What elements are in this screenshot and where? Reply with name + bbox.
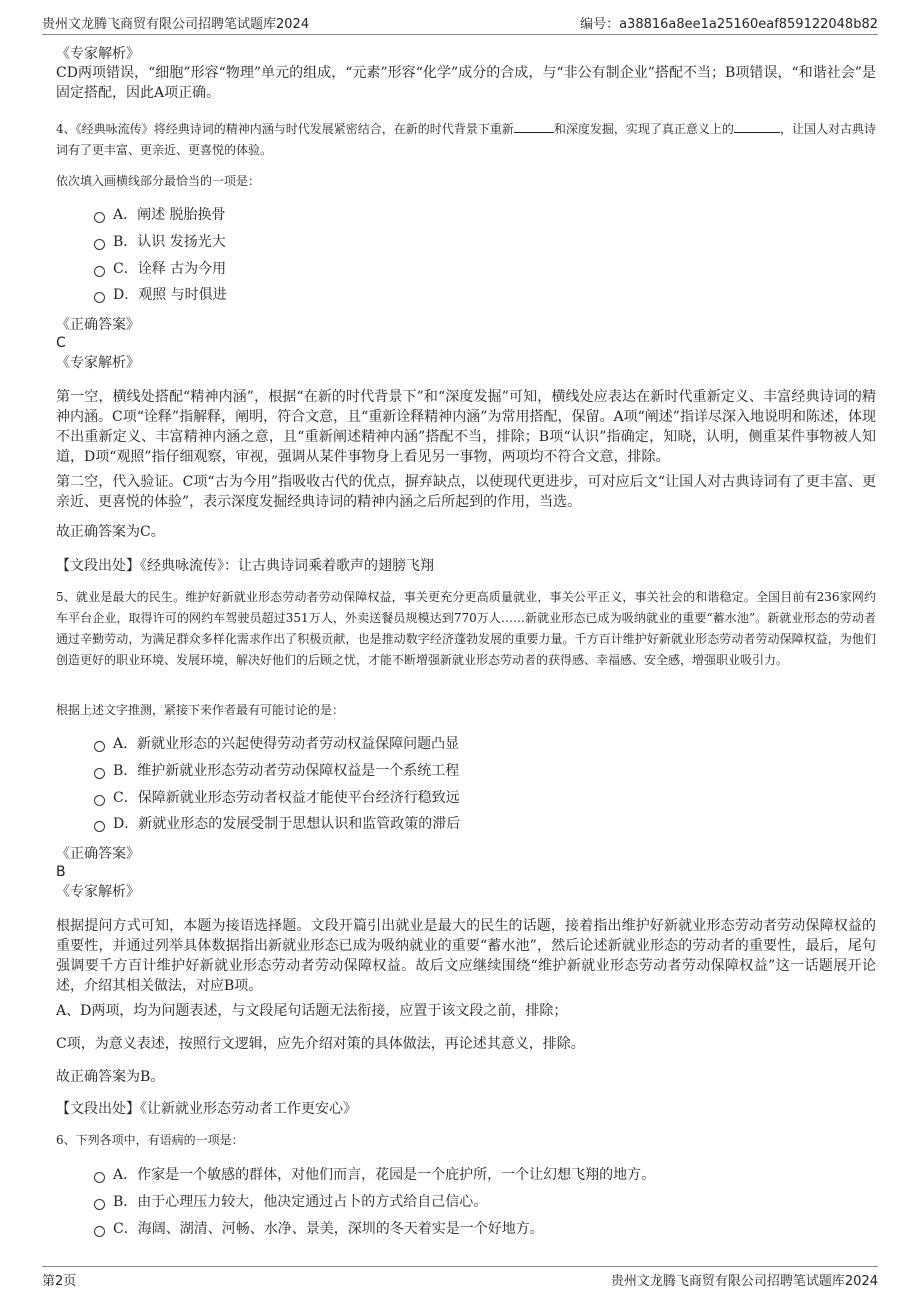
analysis-paragraph-2: A、D两项，均为问题表述，与文段尾句话题无法衔接，应置于该文段之前，排除；: [56, 1003, 568, 1019]
radio-icon[interactable]: [94, 1226, 105, 1237]
analysis-label: 《专家解析》: [56, 355, 140, 371]
question-4-prompt: 依次填入画横线部分最恰当的一项是：: [56, 174, 261, 188]
analysis-label: 《专家解析》: [56, 46, 140, 62]
question-4-option-d[interactable]: D．观照 与时俱进: [94, 286, 227, 304]
page-header: [42, 10, 878, 35]
blank-2: [734, 120, 780, 133]
analysis-paragraph-3: C项，为意义表述，按照行文逻辑，应先介绍对策的具体做法，再论述其意义，排除。: [56, 1036, 585, 1052]
page-number: 第2页: [42, 1274, 77, 1289]
radio-icon[interactable]: [94, 292, 105, 303]
radio-icon[interactable]: [94, 1172, 105, 1183]
question-5-option-d[interactable]: D．新就业形态的发展受制于思想认识和监管政策的滞后: [94, 815, 460, 833]
question-6-option-b[interactable]: B．由于心理压力较大，他决定通过占卜的方式给自己信心。: [94, 1193, 487, 1211]
source: 【文段出处】《经典咏流传》：让古典诗词乘着歌声的翅膀飞翔: [56, 558, 434, 574]
radio-icon[interactable]: [94, 239, 105, 250]
header-title: 贵州文龙腾飞商贸有限公司招聘笔试题库2024: [42, 17, 310, 32]
radio-icon[interactable]: [94, 821, 105, 832]
question-5-stem: 5、就业是最大的民生。维护好新就业形态劳动者劳动保障权益，事关更充分更高质量就业，事关公平正义，事关社会的和谐稳定。全国目前有236家网约车平台企业，取得许可的网约车驾驶员超过351万人，外卖送餐员规模达到770万人……新就业形态已成为吸纳就业的重要“蓄水池”。新就业形态的劳动者通过辛勤劳动，为满足群众多样化需求作出了积极贡献，也是推动数字经济蓬勃发展的重要力量。千方百计维护好新就业形态劳动者劳动保障权益，为他们创造更好的职业环境、发展环境，解决好他们的后顾之忧，才能不断增强新就业形态劳动者的获得感、幸福感、安全感，增强职业吸引力。: [56, 590, 876, 667]
radio-icon[interactable]: [94, 266, 105, 277]
answer-value: B: [56, 864, 66, 880]
question-4-option-c[interactable]: C．诠释 古为今用: [94, 260, 226, 278]
blank-1: [514, 120, 554, 133]
analysis-paragraph-2: 第二空，代入验证。C项“古为今用”指吸收古代的优点，摒弃缺点，以使现代更进步，可对应后文“让国人对古典诗词有了更丰富、更亲近、更喜悦的体验”，表示深度发掘经典诗词的精神内涵之后所起到的作用，当选。: [56, 474, 876, 510]
analysis-paragraph-1: 根据提问方式可知，本题为接语选择题。文段开篇引出就业是最大的民生的话题，接着指出维护好新就业形态劳动者劳动保障权益的重要性，并通过列举具体数据指出新就业形态已成为吸纳就业的重要“蓄水池”，然后论述新就业形态的劳动者的重要性，最后，尾句强调要千方百计维护好新就业形态劳动者劳动保障权益。故后文应继续围绕“维护新就业形态劳动者劳动保障权益”这一话题展开论述，介绍其相关做法，对应B项。: [56, 918, 876, 994]
question-5-prompt: 根据上述文字推测，紧接下来作者最有可能讨论的是：: [56, 703, 345, 717]
header-doc-id: 编号：a38816a8ee1a25160eaf859122048b82: [580, 17, 878, 32]
question-6-option-c[interactable]: C．海阔、湖清、河畅、水净、景美，深圳的冬天着实是一个好地方。: [94, 1220, 544, 1238]
radio-icon[interactable]: [94, 1199, 105, 1210]
question-6-stem: 6、下列各项中，有语病的一项是：: [56, 1133, 244, 1147]
analysis-label: 《专家解析》: [56, 884, 140, 900]
radio-icon[interactable]: [94, 212, 105, 223]
question-5-option-b[interactable]: B．维护新就业形态劳动者劳动保障权益是一个系统工程: [94, 762, 459, 780]
question-4-option-b[interactable]: B．认识 发扬光大: [94, 233, 226, 251]
question-4-option-a[interactable]: A．阐述 脱胎换骨: [94, 206, 226, 224]
question-5-option-a[interactable]: A．新就业形态的兴起使得劳动者劳动权益保障问题凸显: [94, 735, 459, 753]
radio-icon[interactable]: [94, 795, 105, 806]
question-5-option-c[interactable]: C．保障新就业形态劳动者权益才能使平台经济行稳致远: [94, 789, 460, 807]
radio-icon[interactable]: [94, 741, 105, 752]
answer-label: 《正确答案》: [56, 317, 140, 333]
conclusion: 故正确答案为C。: [56, 524, 165, 540]
conclusion: 故正确答案为B。: [56, 1069, 165, 1085]
question-6-option-a[interactable]: A．作家是一个敏感的群体，对他们而言，花园是一个庇护所，一个让幻想飞翔的地方。: [94, 1166, 655, 1184]
radio-icon[interactable]: [94, 768, 105, 779]
page-footer: [42, 1266, 878, 1292]
source: 【文段出处】《让新就业形态劳动者工作更安心》: [56, 1101, 357, 1117]
answer-value: C: [56, 335, 66, 351]
answer-label: 《正确答案》: [56, 846, 140, 862]
question-4-stem: 4、《经典咏流传》将经典诗词的精神内涵与时代发展紧密结合，在新的时代背景下重新 和深度发掘，实现了真正意义上的 ，让国人对古典诗词有了更丰富、更亲近、更喜悦的体验。: [56, 122, 876, 157]
analysis-text: CD两项错误，“细胞”形容“物理”单元的组成，“元素”形容“化学”成分的合成，与“非公有制企业”搭配不当；B项错误，“和谐社会”是固定搭配，因此A项正确。: [56, 65, 876, 101]
analysis-paragraph-1: 第一空，横线处搭配“精神内涵”，根据“在新的时代背景下”和“深度发掘”可知，横线处应表达在新时代重新定义、丰富经典诗词的精神内涵。C项“诠释”指解释，阐明，符合文意，且“重新诠释精神内涵”为常用搭配，保留。A项“阐述”指详尽深入地说明和陈述，体现不出重新定义、丰富精神内涵之意，且“重新阐述精神内涵”搭配不当，排除；B项“认识”指确定，知晓，认明，侧重某件事物被人知道，D项“观照”指仔细观察，审视，强调从某件事物身上看见另一事物，两项均不符合文意，排除。: [56, 389, 876, 465]
footer-title: 贵州文龙腾飞商贸有限公司招聘笔试题库2024: [610, 1274, 878, 1289]
